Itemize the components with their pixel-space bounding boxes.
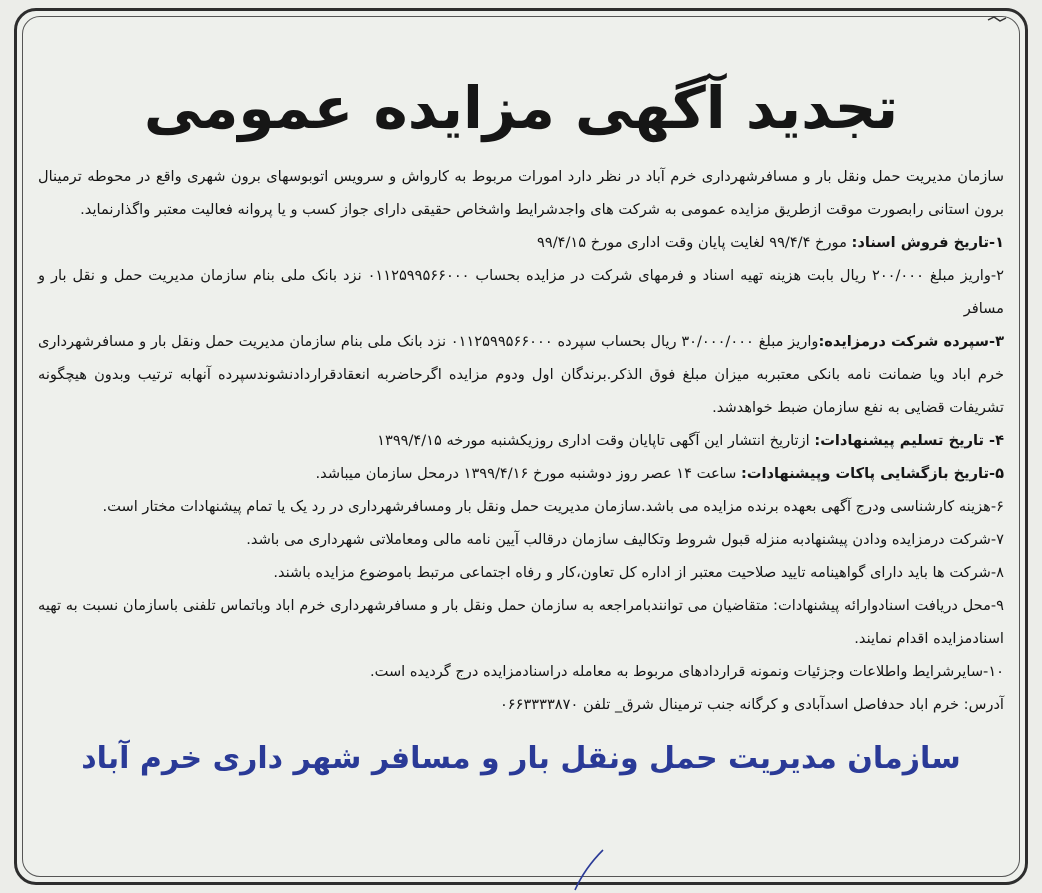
corner-mark-icon <box>986 14 1008 24</box>
ad-footer-organization: سازمان مدیریت حمل ونقل بار و مسافر شهر داری خرم آباد <box>81 741 961 776</box>
item-5 <box>38 457 1004 490</box>
item-10 <box>38 655 1004 688</box>
item-9-text: ۹-محل دریافت اسنادوارائه پیشنهادات: متقاضیان می توانندبامراجعه به سازمان حمل ونقل بار و مسافرشهرداری خرم اباد وباتماس تلفنی باسازمان نسبت به تهیه اسنادمزایده اقدام نمایند. <box>38 597 1004 647</box>
item-4 <box>38 424 1004 457</box>
item-7 <box>38 523 1004 556</box>
item-1-label: ۱-تاریخ فروش اسناد: <box>851 234 1004 251</box>
item-5-label: ۵-تاریخ بازگشایی پاکات وپیشنهادات: <box>740 465 1004 482</box>
item-3 <box>38 325 1004 424</box>
item-6 <box>38 490 1004 523</box>
item-8 <box>38 556 1004 589</box>
item-1-text: مورخ ۹۹/۴/۴ لغایت پایان وقت اداری مورخ ۹۹/۴/۱۵ <box>537 234 852 251</box>
item-7-text: ۷-شرکت درمزایده ودادن پیشنهادبه منزله قبول شروط وتکالیف سازمان درقالب آیین نامه مالی ومعاملاتی شهرداری می باشد. <box>246 531 1004 548</box>
item-5-text: ساعت ۱۴ عصر روز دوشنبه مورخ ۱۳۹۹/۴/۱۶ درمحل سازمان میباشد. <box>315 465 741 482</box>
item-4-label: ۴- تاریخ تسلیم پیشنهادات: <box>814 432 1004 449</box>
ad-content <box>38 62 1004 783</box>
item-2 <box>38 259 1004 325</box>
ad-address: آدرس: خرم اباد حدفاصل اسدآبادی و کرگانه جنب ترمینال شرق_ تلفن ۰۶۶۳۳۳۳۸۷۰ <box>499 696 1004 713</box>
item-1 <box>38 226 1004 259</box>
item-2-text: ۲-واریز مبلغ ۲۰۰/۰۰۰ ریال بابت هزینه تهیه اسناد و فرمهای شرکت در مزایده بحساب ۰۱۱۲۵۹۹۵۶۶۰۰۰ نزد بانک ملی بنام سازمان مدیریت حمل و نقل بار و مسافر <box>38 267 1004 317</box>
item-10-text: ۱۰-سایرشرایط واطلاعات وجزئیات ونمونه قراردادهای مربوط به معامله دراسنادمزایده درج گردیده است. <box>369 663 1004 680</box>
item-4-text: ازتاریخ انتشار این آگهی تاپایان وقت اداری روزیکشنبه مورخه ۱۳۹۹/۴/۱۵ <box>377 432 815 449</box>
item-3-text: واریز مبلغ ۳۰/۰۰۰/۰۰۰ ریال بحساب سپرده ۰۱۱۲۵۹۹۵۶۶۰۰۰ نزد بانک ملی بنام سازمان مدیریت حمل ونقل بار و مسافرشهرداری خرم اباد ویا ضمانت نامه بانکی معتبربه میزان مبلغ فوق الذکر.برندگان اول ودوم مزایده اگرحاضربه انعقادقراردادنشوندسپرده آنهابه ترتیب وبدون هیچگونه تشریفات قضایی به نفع سازمان ضبط خواهدشد. <box>38 333 1004 416</box>
pen-mark-icon <box>565 848 605 893</box>
ad-title: تجدید آگهی مزایده عمومی <box>143 74 899 142</box>
item-6-text: ۶-هزینه کارشناسی ودرج آگهی بعهده برنده مزایده می باشد.سازمان مدیریت حمل ونقل بار ومسافرشهرداری در رد یک یا تمام پیشنهادات مختار است. <box>102 498 1004 515</box>
item-8-text: ۸-شرکت ها باید دارای گواهینامه تایید صلاحیت معتبر از اداره کل تعاون،کار و رفاه اجتماعی مرتبط باموضوع مزایده باشند. <box>273 564 1004 581</box>
item-9 <box>38 589 1004 655</box>
ad-intro: سازمان مدیریت حمل ونقل بار و مسافرشهرداری خرم آباد در نظر دارد امورات مربوط به کارواش و سرویس اتوبوسهای برون شهری واقع در محوطه ترمینال برون استانی رابصورت موقت ازطریق مزایده عمومی به شرکت های واجدشرایط واشخاص حقیقی دارای جواز کسب و یا پروانه فعالیت معتبر واگذارنماید. <box>38 168 1004 218</box>
item-3-label: ۳-سپرده شرکت درمزایده: <box>818 333 1004 350</box>
